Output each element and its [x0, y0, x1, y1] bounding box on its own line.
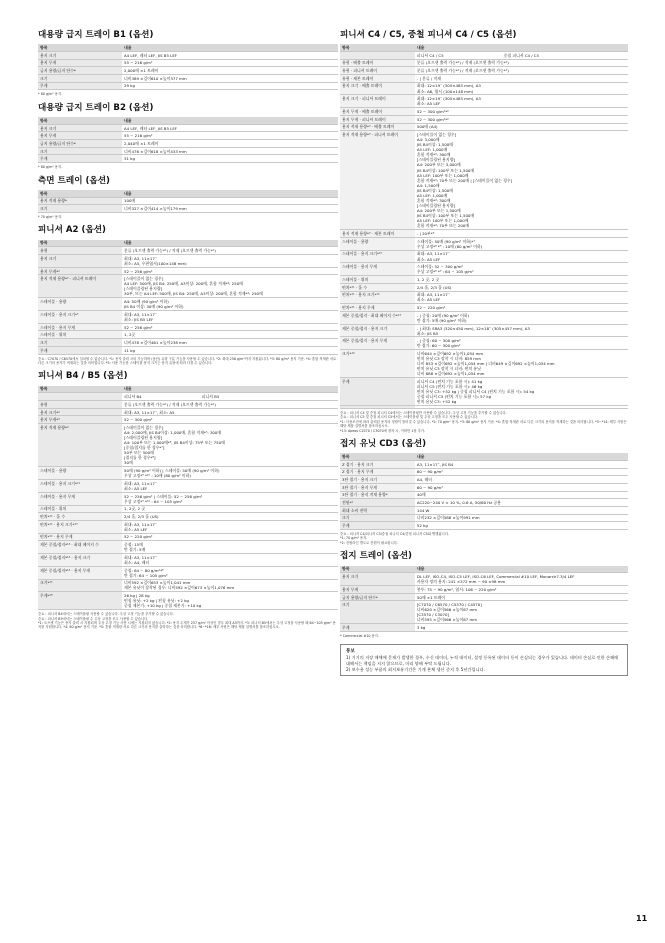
row-label: 용지 적재 용량* — [38, 197, 122, 205]
section-title: 측면 트레이 (옵션) — [38, 175, 110, 186]
row-value: 너비476 ×깊이618 ×높이433 mm — [122, 147, 338, 155]
table-row — [38, 339, 338, 347]
row-label: 크기 — [38, 75, 122, 83]
header-cell: 내용 — [122, 44, 338, 51]
row-label: 전원*² — [340, 499, 415, 507]
row-value: 스테이플: 52 ~ 300 g/m² 우상 고정*⁸ *⁹ : 64 ~ 105 g/m² — [415, 263, 628, 276]
row-value: 52 ~ 300 g/m²*² — [415, 108, 628, 116]
row-label: 펀치*¹¹ · 용지 크기*¹² — [340, 291, 415, 304]
table-subheader-row — [340, 51, 628, 59]
row-label: 용지 적재 용량*³ · 피니셔 트레이 — [38, 275, 122, 298]
row-value: 2,040매 ×1 트레이 — [122, 140, 338, 148]
row-label: 스테이플 · 용지 무게 — [38, 492, 122, 505]
table-row — [38, 592, 338, 610]
row-value: [스테이플이 없는 경우] A4: 2,000매, JIS B4이상: 1,000매, 혼합 적재*⁵: 300매 [스테이플링된 용지량] A4: 100부 또는 1,000매*⁶, JIS B4이상: 75부 또는 750매 [중철/접지를 한 경우*⁷] 50부 또는 500매 [접지를 한 경우*⁸] 30매 — [122, 424, 338, 467]
table-header-row — [38, 240, 338, 247]
row-value — [415, 406, 628, 409]
row-label: 스테이플 · 위치 — [38, 331, 122, 339]
table-row — [38, 579, 338, 592]
table-row — [38, 51, 338, 59]
row-label: 펀치*¹² · 용지 무게 — [38, 533, 122, 541]
model-b4-label: 피니셔 B4 — [124, 394, 142, 400]
row-value: [C7070 / C6570 / C5570 / C4570] 너비620 ×깊이566 ×높이87 mm [C3570 / C3070] 너비595 ×깊이566 ×높이87 mm — [415, 601, 628, 624]
section-finisher-c4-c5 — [340, 30, 628, 433]
row-value: 26 kg | 28 kg 펀칭 유닛: +2 kg | 펀칭 유닛: +2 kg 중철 제본기: +10 kg | 중철 제본기: +10 kg — [122, 592, 338, 610]
row-value: 52 ~ 300 g/m² — [122, 416, 338, 424]
header-cell: 내용 — [415, 453, 628, 460]
section-title: 대용량 급지 트레이 B1 (옵션) — [38, 30, 154, 40]
header-cell: 내용 — [122, 117, 338, 124]
table-header-row — [38, 386, 338, 393]
table-row — [340, 491, 628, 499]
row-label: 무게 — [38, 82, 122, 90]
subheader-cell — [415, 51, 628, 59]
row-label: 용지 적재 용량*⁴ — [38, 424, 122, 467]
footnotes: * 80 g/m² 용지. — [38, 92, 63, 97]
row-label: 무게 — [340, 378, 415, 406]
row-value: 너비478 ×깊이461 ×높이238 mm — [122, 339, 338, 347]
right-column — [340, 30, 628, 676]
footnotes: * Commercial #10 용지. — [340, 633, 379, 638]
row-label: 스테이플 · 용량 — [38, 467, 122, 480]
row-label: 스테이플 · 용량 — [340, 237, 415, 250]
row-label: 크기 — [38, 205, 122, 213]
left-column — [38, 30, 338, 636]
section-title: 피니셔 C4 / C5, 중철 피니셔 C4 / C5 (옵션) — [340, 30, 517, 40]
row-value: 피니셔 C4 (펀치 기능 포함 시): 41 kg 피니셔 C5 (펀치 기능 포함 시): 46 kg 펀치 유닛 C3: +52 kg | 중철 피니셔 C4 (펀치 기능 포함 시): 54 kg 중철 피니셔 C5 (펀치 기능 포함 시): 57 kg 펀치 유닛 C3: +52 kg — [415, 378, 628, 406]
table-row — [38, 82, 338, 90]
table-row — [38, 132, 338, 140]
row-value: 너비327 ×깊이414 ×높이179 mm — [122, 205, 338, 213]
header-cell: 내용 — [415, 44, 628, 51]
row-value: 최대: A3, 11×17˝ 최소: JIS B5 LEF — [122, 311, 338, 324]
table-row — [38, 124, 338, 132]
row-label: 용지 크기 — [340, 573, 415, 586]
row-value: 중철: 64 ~ 80 g/m²*⁸ 반 접기: 64 ~ 105 g/m² — [122, 566, 338, 579]
header-cell: 항목 — [38, 386, 122, 393]
row-value: 60 ~ 90 g/m² — [415, 468, 628, 476]
row-label: 무게 — [38, 155, 122, 163]
row-value: 2/4 홀, 2/3 홀 (US) — [122, 513, 338, 521]
row-label: 펀치*¹¹ · 홀 수 — [340, 283, 415, 291]
row-value: A4 LEF, 레터 LEF, JIS B5 LEF — [122, 124, 338, 132]
table-row — [340, 522, 628, 530]
table-header-row — [38, 44, 338, 51]
table-header-row — [38, 117, 338, 124]
table-row — [340, 406, 628, 409]
footnotes: 중요 : C7070 / C6570에서 설치할 수 없습니다. *1: 용지 출력 시의 가능하며 (옵션) 유형 구분 기능을 사용할 수 있습니다. *2: 최대 256 g/m²까지 지원됩니다. *3: 80 g/m² 용지 기준. *4: 혼합 적재란 서로 다른 크기의 용지가 적재되는 것을 의미합니다. *5: 사용 가능한 스테이플 용지 크기는 용지 유형에 따라 다를 수 있습니다. — [38, 356, 337, 365]
row-label: 펀치*¹² · 홀 수 — [38, 513, 122, 521]
row-label: 유형 · 제본 트레이 — [340, 75, 415, 83]
table-row — [340, 506, 628, 514]
row-value: 52 kg — [415, 522, 628, 530]
row-value: 너비592 ×깊이653 ×높이1,041 mm 제본 유닛이 장착된 경우: 너비592 ×깊이673 ×높이1,076 mm — [122, 579, 338, 592]
section-finisher-a2 — [38, 225, 338, 365]
table-row — [340, 230, 628, 238]
table-row — [340, 276, 628, 284]
table-row — [38, 492, 338, 505]
row-value: 52 ~ 220 g/m² — [122, 533, 338, 541]
footnotes: 중요 : 피니셔 C4/피니셔 C5/중철 피니셔 C4/중철 피니셔 C5와 병행됩니다. *1: 70 g/m² 용지. *2: 전원라인 별도로 전원이 필요합니다. — [340, 531, 449, 545]
table-row — [38, 533, 338, 541]
row-label: 펀치*¹² · 용지 크기*¹³ — [38, 520, 122, 533]
row-label: 스테이플 · 위치 — [38, 505, 122, 513]
notice-box — [340, 644, 628, 676]
row-label: 3단 접기 · 용지 무게 — [340, 483, 415, 491]
table-row — [38, 408, 338, 416]
row-label: 크기*¹⁵ — [38, 579, 122, 592]
table-row — [340, 337, 628, 350]
row-label: 제본 중철/접지 · 최대 페이지 수*¹³ — [340, 311, 415, 324]
table-row — [340, 108, 628, 116]
row-label: 제본 중철/접지*¹⁴ · 용지 크기 — [38, 554, 122, 567]
row-label: 펀치*¹¹ · 용지 무게 — [340, 304, 415, 312]
section-folding-unit-cd3 — [340, 439, 628, 545]
table-row — [38, 275, 338, 298]
row-value: 52 ~ 256 g/m² — [122, 323, 338, 331]
row-label: 스테이플 · 용지 크기*¹¹ — [38, 480, 122, 493]
model-saddle-c4-c5-label: 중철 피니셔 C4 / C5 — [503, 52, 539, 58]
table-row — [340, 59, 628, 67]
row-value: 52 ~ 220 g/m² — [415, 304, 628, 312]
row-value: 최대: A3, 11×17˝ 최소: A4, 레터 — [122, 554, 338, 567]
table-row — [38, 254, 338, 267]
section-title: 피니셔 B4 / B5 (옵션) — [38, 371, 128, 382]
section-b2 — [38, 103, 338, 170]
row-value: 52 ~ 256 g/m² | 스테이플: 52 ~ 256 g/m² 우상 고정*⁹ *¹⁰ : 64 ~ 105 g/m² — [122, 492, 338, 505]
section-envelope-tray — [340, 551, 628, 638]
table-row — [38, 467, 338, 480]
table-row — [38, 147, 338, 155]
row-value: 50매 ×1 트레이 — [415, 593, 628, 601]
row-label: 제본 중철/접지 · 용지 무게 — [340, 337, 415, 350]
row-label: 제본 중철/접지 · 용지 크기 — [340, 324, 415, 337]
row-value: 52 ~ 300 g/m²*² — [415, 115, 628, 123]
table-row — [38, 197, 338, 205]
table-row — [38, 554, 338, 567]
row-label: 용지 크기 — [38, 254, 122, 267]
header-cell: 항목 — [38, 240, 122, 247]
table-row — [340, 291, 628, 304]
table-header-row — [340, 453, 628, 460]
table-row — [340, 311, 628, 324]
header-cell: 내용 — [122, 190, 338, 197]
spec-table — [340, 44, 628, 408]
header-cell: 내용 — [122, 240, 338, 247]
row-value: 최대: A3, 11×17˝, 최소: A5 — [122, 408, 338, 416]
row-label: 용지 무게 — [38, 132, 122, 140]
table-row — [340, 67, 628, 75]
header-cell: 항목 — [38, 190, 122, 197]
row-value: - | 최대: SRA3 (320×450 mm), 12×18˝ (305×457 mm), A3 최소: JIS B5 — [415, 324, 628, 337]
table-row — [38, 346, 338, 354]
table-row — [38, 247, 338, 255]
row-value: 31 kg — [122, 155, 338, 163]
row-value: 너비389 ×깊이610 ×높이377 mm — [122, 75, 338, 83]
row-label: 무게 — [340, 522, 415, 530]
row-value: 100매 — [122, 197, 338, 205]
section-title: 피니셔 A2 (옵션) — [38, 225, 106, 236]
subheader-cell — [340, 51, 415, 59]
row-value: A3, 11×17˝, JIS B4 — [415, 460, 628, 468]
footnotes: * 70 g/m² 용지. — [38, 214, 63, 219]
row-value: 최대: 12×19˝ (305×483 mm), A3 최소: A5 LEF — [415, 95, 628, 108]
row-label: 유형 · 배출 트레이 — [340, 59, 415, 67]
row-label: 용지 무게 — [340, 586, 415, 594]
table-row — [340, 123, 628, 131]
row-label: 유형 · 피니셔 트레이 — [340, 67, 415, 75]
row-label: 스테이플 · 용량 — [38, 298, 122, 311]
row-label: 최대 소비 전력 — [340, 506, 415, 514]
row-value: 144 W — [415, 506, 628, 514]
table-row — [38, 205, 338, 213]
spec-table — [340, 453, 628, 530]
table-row — [38, 59, 338, 67]
table-row — [340, 573, 628, 586]
table-row — [340, 468, 628, 476]
table-row — [340, 593, 628, 601]
row-value: 2/4 홀, 2/3 홀 (US) — [415, 283, 628, 291]
table-row — [340, 350, 628, 378]
table-row — [340, 304, 628, 312]
row-value: 2,000매 ×1 트레이 — [122, 67, 338, 75]
row-value: 최대: A3, 11×17˝ 최소: A5 LEF — [415, 250, 628, 263]
row-label: 크기 — [340, 514, 415, 522]
row-label: 용지 무게 · 배출 트레이 — [340, 108, 415, 116]
header-cell: 항목 — [340, 44, 415, 51]
table-row — [38, 401, 338, 409]
table-row — [38, 331, 338, 339]
table-row — [340, 460, 628, 468]
row-label: 무게 — [340, 624, 415, 632]
row-value: 분류 (오프셋 출력 가능*¹) / 적재 (오프셋 출력 가능*¹) — [415, 59, 628, 67]
table-row — [38, 480, 338, 493]
row-label: 스테이플 · 위치 — [340, 276, 415, 284]
table-row — [340, 283, 628, 291]
table-header-row — [38, 190, 338, 197]
table-row — [38, 155, 338, 163]
row-label: 크기*¹⁴ — [340, 350, 415, 378]
row-label: 용지 무게*³ — [38, 416, 122, 424]
table-row — [38, 513, 338, 521]
row-value: [스테이플이 없는 경우] A4 LEF: 500매, JIS B4: 250매, A3이상: 200매, 혼합 적재*⁴: 250매 [스테이플링된 용지량] 30부, 또는 A4 LEF: 500매, JIS B4: 250매, A3이상: 200매, 혼합 적재*⁴: 250매 — [122, 275, 338, 298]
row-label: 용지 무게 — [38, 59, 122, 67]
row-label: 크기 — [38, 339, 122, 347]
spec-table — [38, 44, 338, 90]
row-label: 크기 — [340, 601, 415, 624]
row-value: 너비232 ×깊이588 ×높이991 mm — [415, 514, 628, 522]
header-cell: 항목 — [340, 453, 415, 460]
row-label: 스테이플 · 용지 무게 — [38, 323, 122, 331]
row-value: 최대: A3, 11×17˝ 최소: A5 LEF — [122, 520, 338, 533]
spec-table — [340, 566, 628, 632]
model-c4-c5-label: 피니셔 C4 / C5 — [416, 52, 444, 58]
section-b1 — [38, 30, 338, 97]
row-value: 1, 2곳 — [122, 331, 338, 339]
row-label: 용지 무게*² — [38, 267, 122, 275]
row-label: 용지 크기*² — [38, 408, 122, 416]
table-row — [340, 499, 628, 507]
row-label: 급지 용량/급지 단수* — [340, 593, 415, 601]
header-cell: 항목 — [38, 117, 122, 124]
table-row — [38, 323, 338, 331]
table-row — [38, 140, 338, 148]
row-value: 분류 (오프셋 출력 가능*¹) / 적재 (오프셋 출력 가능*¹) — [122, 401, 338, 409]
row-label: 3단 접기 · 용지 크기 — [340, 476, 415, 484]
table-row — [340, 95, 628, 108]
row-label: 용지 크기 — [38, 51, 122, 59]
table-row — [340, 75, 628, 83]
table-row — [340, 483, 628, 491]
row-value: 스테이플: 50매 (90 g/m² 이하)*⁷ 우상 고정*⁸ *⁹ : 10매 (80 g/m² 이하) — [415, 237, 628, 250]
row-label: 용지 적재 용량*³ · 피니셔 트레이 — [340, 131, 415, 230]
row-value: 50매 (90 g/m² 이하) | 스테이플: 50매 (90 g/m² 이하) 우상 고정*⁹ *¹⁰ : 10매 (80 g/m² 이하) — [122, 467, 338, 480]
row-value: 55 ~ 216 g/m² — [122, 132, 338, 140]
row-value: A4: 50매 (90 g/m² 이하) JIS B4 이상: 30매 (90 g/m² 이하) — [122, 298, 338, 311]
table-row — [340, 586, 628, 594]
notice-body: 1) 기기의 저장 매체에 문제가 발생한 경우, 수신 데이터, 누적 데이터, 설정 등록된 데이터 등이 손실되는 경우가 있습니다. 데이터 손실로 인한 손해에 대해서는 책임을 지지 않으므로, 미리 양해 부탁 드립니다. 2) 보수용 성능 부품의 최저보유기간은 기계 본체 생산 중지 후 5년간입니다. — [346, 655, 619, 672]
footnotes: 중요 : 피니셔 C4 및 중철 피니셔 C4에서는 스테이플링만 사용할 수 있습니다. 우상 고정 기능을 추가할 수 없습니다. 중요 : 피니셔 C5 및 중철 피니셔 C5에서는 스테이플링 및 우상 고정을 모두 사용할 수 있습니다. *1: 사용조건에 따라 출력된 용지의 정렬이 틀어질 수 있습니다. *2: 70 g/m² 용지. *3: 80 g/m² 용지 기준. *4: 혼합 적재란 서로 다른 크기의 용지를 적재하는 것을 의미합니다. *5~*14: 세부 사항은 해당 제품 설명서를 참조하십시오. *13: Apeos C2570 / C3070에 장착 시, 커버만 1장 추가. — [340, 410, 627, 433]
row-label — [340, 406, 415, 409]
row-value: 52 ~ 256 g/m² — [122, 267, 338, 275]
table-header-row — [340, 44, 628, 51]
table-row — [340, 601, 628, 624]
table-row — [340, 250, 628, 263]
table-row — [38, 520, 338, 533]
row-value: 최대: A3, 11×17˝ 최소: A5, 우편엽서(100×148 mm) — [122, 254, 338, 267]
row-value: 최대: A3, 11×17˝ 최소: A5 LEF — [122, 480, 338, 493]
table-row — [38, 267, 338, 275]
section-title: 접지 트레이 (옵션) — [340, 551, 412, 562]
row-label: 유형 — [38, 401, 122, 409]
row-value: - | 분류 / 적재 — [415, 75, 628, 83]
table-row — [38, 541, 338, 554]
row-label: 제본 중철/접지*¹⁴ · 용지 무게 — [38, 566, 122, 579]
header-cell: 내용 — [415, 566, 628, 573]
header-cell: 항목 — [38, 44, 122, 51]
row-label: 급지 용량/급지 단수* — [38, 140, 122, 148]
section-finisher-b4-b5 — [38, 371, 338, 629]
row-value: 11 kg — [122, 346, 338, 354]
section-title: 접지 유닛 CD3 (옵션) — [340, 438, 427, 449]
table-row — [38, 75, 338, 83]
table-row — [38, 505, 338, 513]
row-label: 크기 — [38, 147, 122, 155]
row-value: 1, 2 곳, 2 곳 — [415, 276, 628, 284]
spec-table — [38, 240, 338, 355]
row-label: 용지 크기 — [38, 124, 122, 132]
table-row — [38, 416, 338, 424]
row-label: Z 접기 · 용지 크기 — [340, 460, 415, 468]
subheader-cell — [122, 393, 338, 401]
row-value: AC220~240 V ± 10 %, 0.6 A, 50/60 Hz 공용 — [415, 499, 628, 507]
table-row — [38, 311, 338, 324]
row-value: 40매 — [415, 491, 628, 499]
row-value: 분류 (오프셋 출력 가능*¹) / 적재 (오프셋 출력 가능*¹) — [122, 247, 338, 255]
footnotes: 중요 : 피니셔 B4에서는 스테이플링 사용할 수 있습니다. 우상 고정 기능을 추가할 수 없습니다. 중요 : 피니셔 B5에서는 스테이플링 수 우상 고정을 모두 사용할 수 있습니다. *1: 오프셋 기능은 용지 출력 시 지원되며 우상 고정 기능 사용 시에는 지원되지 않습니다. *2: 용지 무게가 257 g/m² 이상인 경우 최대 A3까지. *3: 피니셔 B5에서는 우상 고정을 사용할 때 64~105 g/m² 용지를 지원합니다. *4: 80 g/m² 용지 기준. *5: 혼합 적재란 서로 다른 크기의 용지를 출력하는 것을 의미합니다. *6~*16: 세부 사항은 해당 제품 설명서를 참조하십시오. — [38, 612, 336, 630]
page-number: 11 — [636, 914, 648, 923]
table-row — [340, 624, 628, 632]
row-label: 무게*¹⁶ — [38, 592, 122, 610]
row-label: 용지 크기 · 배출 트레이 — [340, 82, 415, 95]
table-row — [340, 263, 628, 276]
model-b5-label: 피니셔 B5 — [201, 394, 220, 400]
row-value: 3 kg — [415, 624, 628, 632]
row-value: - | 중철: 60 ~ 300 g/m² 반 접기: 60 ~ 300 g/m² — [415, 337, 628, 350]
section-title: 대용량 급지 트레이 B2 (옵션) — [38, 102, 154, 113]
row-value: [스테이플이 없는 경우] A4: 3,000매 JIS B4이상: 1,500매 A5 LEF: 1,000매 혼합 적재*⁴: 300매 [스테이플링된 용지량] A4: 200부 또는 3,000매 JIS B4이상: 100부 또는 1,500매 A5 LEF: 100부 또는 1,000매 혼합 적재*⁴: 70부 또는 200매 | [스테이플이 없는 경우] A4: 1,500매 JIS B4이상: 1,500매 A5 LEF: 1,000매 혼합 적재*⁴: 300매 [스테이플링된 용지량] A4: 200부 또는 1,500매 JIS B4이상: 100부 또는 1,500매 A5 LEF: 100부 또는 1,000매 혼합 적재*⁴: 70부 또는 200매 — [415, 131, 628, 230]
header-cell: 내용 — [122, 386, 338, 393]
table-subheader-row — [38, 393, 338, 401]
notice-title: 통보 — [346, 649, 355, 655]
row-label: 유형 — [38, 247, 122, 255]
row-value: - | 20부*⁶ — [415, 230, 628, 238]
subheader-cell — [38, 393, 122, 401]
row-value: 60 ~ 90 g/m² — [415, 483, 628, 491]
table-row — [340, 82, 628, 95]
row-value: 최대: A3, 11×17˝ 최소: A5 LEF — [415, 291, 628, 304]
row-label: 제본 중철/접지*¹⁴ · 최대 페이지 수 — [38, 541, 122, 554]
table-row — [340, 237, 628, 250]
section-side-tray — [38, 176, 338, 220]
row-value: A4 LEF, 레터 LEF, JIS B5 LEF — [122, 51, 338, 59]
row-value: 500매 (A4) — [415, 123, 628, 131]
table-row — [38, 298, 338, 311]
spec-table — [38, 190, 338, 213]
row-value: 최대: 12×19˝ (305×483 mm), A3 최소: A6, 엽서 (100×148 mm) — [415, 82, 628, 95]
header-cell: 항목 — [340, 566, 415, 573]
table-row — [340, 514, 628, 522]
row-label: 용지 적재 용량*³ · 배출 트레이 — [340, 123, 415, 131]
row-value: 1, 2곳, 2 곳 — [122, 505, 338, 513]
row-label: 3단 접기 · 용지 적재 용량* — [340, 491, 415, 499]
row-label: Z 접기 · 용지 무게 — [340, 468, 415, 476]
table-header-row — [340, 566, 628, 573]
footnotes: * 80 g/m² 용지. — [38, 165, 63, 170]
row-label: 무게 — [38, 346, 122, 354]
row-label: 스테이플 · 용지 무게 — [340, 263, 415, 276]
row-value: 중철: 15매 반 접기: 5매 — [122, 541, 338, 554]
row-label: 용지 적재 용량*³ · 제본 트레이 — [340, 230, 415, 238]
row-value: 너비644 ×깊이692 ×높이1,054 mm 펀치 유닛 C3 장착 시 너비: 859 mm 너비 853 ×깊이692 ×높이1,054 mm | 너비649 ×깊이692 ×높이1,054 mm 펀치 유닛 C3 장착 시 너비: 펀치 유닛 너비 888 ×깊이692 ×높이1,054 mm — [415, 350, 628, 378]
row-label: 스테이플 · 용지 크기*¹⁰ — [340, 250, 415, 263]
row-value: 분류 (오프셋 출력 가능*¹) / 적재 (오프셋 출력 가능*¹) — [415, 67, 628, 75]
row-value: 55 ~ 216 g/m² — [122, 59, 338, 67]
row-value: 29 kg — [122, 82, 338, 90]
row-label: 용지 크기 · 피니셔 트레이 — [340, 95, 415, 108]
row-label: 스테이플 · 용지 크기*⁵ — [38, 311, 122, 324]
row-value: - | 중철: 20매 (90 g/m² 이하) 반 접기: 5매 (90 g/m² 이하) — [415, 311, 628, 324]
table-row — [38, 424, 338, 467]
table-row — [340, 115, 628, 123]
row-value: A4, 레터 — [415, 476, 628, 484]
row-label: 용지 무게 · 피니셔 트레이 — [340, 115, 415, 123]
table-row — [38, 566, 338, 579]
row-value: 봉투: 75 ~ 90 g/m², 엽서: 106 ~ 220 g/m² — [415, 586, 628, 594]
table-row — [340, 324, 628, 337]
row-value: DL LEF, ISO-C4, ISO-C5 LEF, ISO-C6 LEF, Commercial #10 LEF, Monarch7.3/4 LEF 사용자 정의 용지: 241 ×372 mm ~ 90 ×98 mm — [415, 573, 628, 586]
table-row — [340, 378, 628, 406]
table-row — [340, 131, 628, 230]
table-row — [38, 67, 338, 75]
spec-table — [38, 386, 338, 610]
row-label: 급지 용량/급지 단수* — [38, 67, 122, 75]
table-row — [340, 476, 628, 484]
spec-table — [38, 117, 338, 163]
